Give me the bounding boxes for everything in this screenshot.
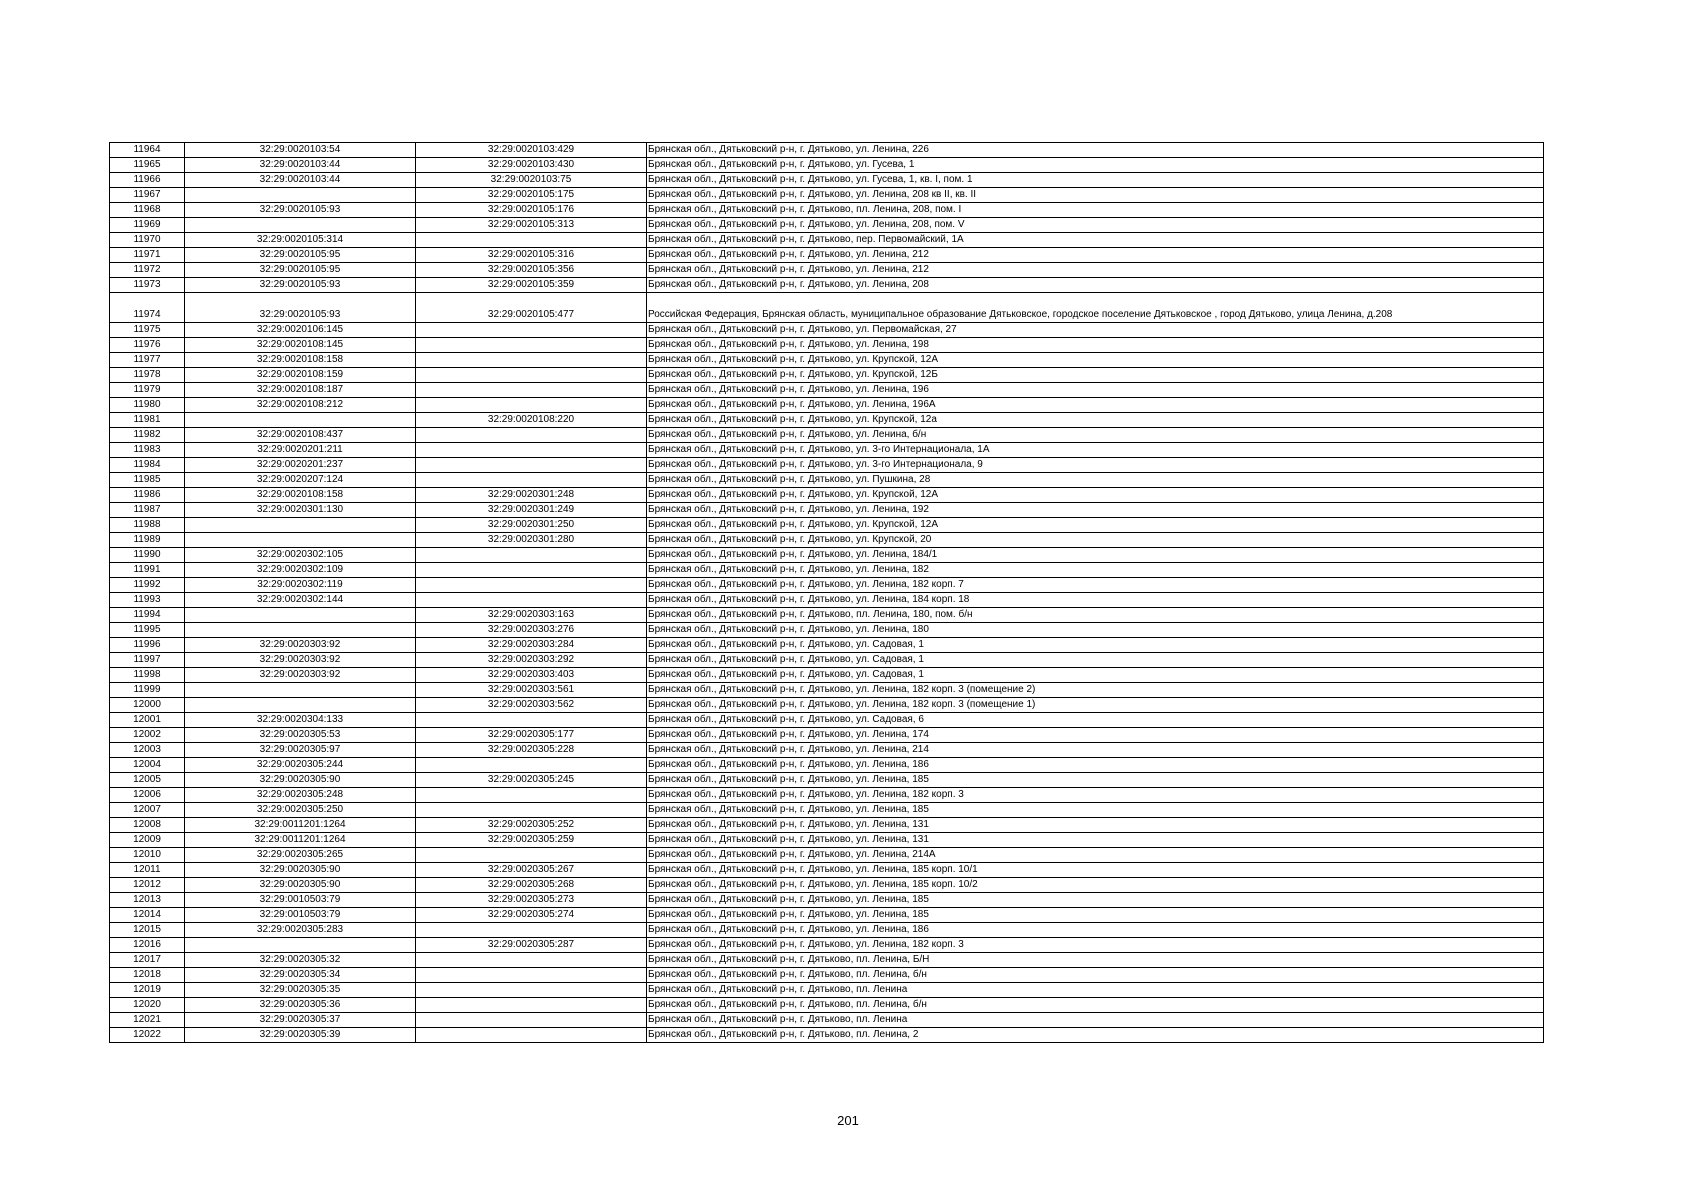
address-cell: Брянская обл., Дятьковский р-н, г. Дятьково, ул. Ленина, 208 <box>647 278 1544 293</box>
row-number-cell: 12012 <box>110 878 185 893</box>
object-cadastral-number-cell: 32:29:0020301:280 <box>416 533 647 548</box>
table-row <box>110 443 1544 458</box>
row-number-cell: 11973 <box>110 278 185 293</box>
table-row <box>110 338 1544 353</box>
row-number-cell: 11978 <box>110 368 185 383</box>
cadastral-number-cell <box>185 683 416 698</box>
address-cell: Брянская обл., Дятьковский р-н, г. Дятьково, ул. Ленина, 185 <box>647 803 1544 818</box>
table-row <box>110 608 1544 623</box>
cadastral-number-cell: 32:29:0020305:283 <box>185 923 416 938</box>
row-number-cell: 11964 <box>110 143 185 158</box>
row-number-cell: 12011 <box>110 863 185 878</box>
address-cell: Брянская обл., Дятьковский р-н, г. Дятьково, ул. Ленина, 186 <box>647 923 1544 938</box>
row-number-cell: 11988 <box>110 518 185 533</box>
address-cell: Брянская обл., Дятьковский р-н, г. Дятьково, ул. Ленина, 208, пом. V <box>647 218 1544 233</box>
table-row <box>110 368 1544 383</box>
object-cadastral-number-cell: 32:29:0020305:245 <box>416 773 647 788</box>
table-row <box>110 863 1544 878</box>
address-cell: Российская Федерация, Брянская область, муниципальное образование Дятьковское, городское поселение Дятьковское , город Дятьково, улица Ленина, д.208 <box>647 293 1544 323</box>
cadastral-number-cell: 32:29:0020302:119 <box>185 578 416 593</box>
object-cadastral-number-cell <box>416 578 647 593</box>
cadastral-number-cell: 32:29:0020305:265 <box>185 848 416 863</box>
address-cell: Брянская обл., Дятьковский р-н, г. Дятьково, ул. Ленина, 184 корп. 18 <box>647 593 1544 608</box>
address-cell: Брянская обл., Дятьковский р-н, г. Дятьково, ул. Ленина, 184/1 <box>647 548 1544 563</box>
address-cell: Брянская обл., Дятьковский р-н, г. Дятьково, пл. Ленина <box>647 1013 1544 1028</box>
row-number-cell: 11985 <box>110 473 185 488</box>
cadastral-number-cell: 32:29:0020302:109 <box>185 563 416 578</box>
table-row <box>110 353 1544 368</box>
address-cell: Брянская обл., Дятьковский р-н, г. Дятьково, ул. Ленина, 182 корп. 3 (помещение 1) <box>647 698 1544 713</box>
table-row <box>110 998 1544 1013</box>
address-cell: Брянская обл., Дятьковский р-н, г. Дятьково, ул. Ленина, 131 <box>647 833 1544 848</box>
cadastral-number-cell: 32:29:0020108:437 <box>185 428 416 443</box>
table-row <box>110 848 1544 863</box>
cadastral-number-cell: 32:29:0010503:79 <box>185 908 416 923</box>
object-cadastral-number-cell: 32:29:0020105:316 <box>416 248 647 263</box>
table-row <box>110 1028 1544 1043</box>
address-cell: Брянская обл., Дятьковский р-н, г. Дятьково, ул. Садовая, 1 <box>647 638 1544 653</box>
cadastral-number-cell: 32:29:0020305:39 <box>185 1028 416 1043</box>
table-row <box>110 878 1544 893</box>
cadastral-number-cell: 32:29:0020105:95 <box>185 263 416 278</box>
cadastral-number-cell: 32:29:0020304:133 <box>185 713 416 728</box>
address-cell: Брянская обл., Дятьковский р-н, г. Дятьково, ул. Ленина, 185 <box>647 893 1544 908</box>
row-number-cell: 11981 <box>110 413 185 428</box>
cadastral-number-cell: 32:29:0020303:92 <box>185 638 416 653</box>
table-row <box>110 653 1544 668</box>
cadastral-number-cell: 32:29:0020305:53 <box>185 728 416 743</box>
address-cell: Брянская обл., Дятьковский р-н, г. Дятьково, ул. Ленина, б/н <box>647 428 1544 443</box>
object-cadastral-number-cell: 32:29:0020305:287 <box>416 938 647 953</box>
address-cell: Брянская обл., Дятьковский р-н, г. Дятьково, ул. Ленина, 212 <box>647 263 1544 278</box>
row-number-cell: 11990 <box>110 548 185 563</box>
object-cadastral-number-cell: 32:29:0020301:248 <box>416 488 647 503</box>
row-number-cell: 11986 <box>110 488 185 503</box>
cadastral-number-cell: 32:29:0020106:145 <box>185 323 416 338</box>
object-cadastral-number-cell <box>416 788 647 803</box>
address-cell: Брянская обл., Дятьковский р-н, г. Дятьково, ул. Ленина, 186 <box>647 758 1544 773</box>
address-cell: Брянская обл., Дятьковский р-н, г. Дятьково, ул. Садовая, 6 <box>647 713 1544 728</box>
row-number-cell: 11971 <box>110 248 185 263</box>
table-row <box>110 233 1544 248</box>
object-cadastral-number-cell: 32:29:0020303:276 <box>416 623 647 638</box>
cadastral-number-cell: 32:29:0020105:93 <box>185 203 416 218</box>
row-number-cell: 11991 <box>110 563 185 578</box>
table-row <box>110 143 1544 158</box>
table-row <box>110 503 1544 518</box>
table-row <box>110 923 1544 938</box>
cadastral-number-cell: 32:29:0020105:314 <box>185 233 416 248</box>
row-number-cell: 11996 <box>110 638 185 653</box>
address-cell: Брянская обл., Дятьковский р-н, г. Дятьково, ул. Ленина, 131 <box>647 818 1544 833</box>
row-number-cell: 12013 <box>110 893 185 908</box>
row-number-cell: 12010 <box>110 848 185 863</box>
address-cell: Брянская обл., Дятьковский р-н, г. Дятьково, ул. Крупской, 20 <box>647 533 1544 548</box>
cadastral-number-cell: 32:29:0020108:158 <box>185 488 416 503</box>
object-cadastral-number-cell: 32:29:0020303:562 <box>416 698 647 713</box>
address-cell: Брянская обл., Дятьковский р-н, г. Дятьково, ул. Крупской, 12А <box>647 488 1544 503</box>
row-number-cell: 12000 <box>110 698 185 713</box>
address-cell: Брянская обл., Дятьковский р-н, г. Дятьково, пл. Ленина, 180, пом. б/н <box>647 608 1544 623</box>
table-row <box>110 593 1544 608</box>
table-row <box>110 1013 1544 1028</box>
table-row <box>110 698 1544 713</box>
object-cadastral-number-cell: 32:29:0020305:228 <box>416 743 647 758</box>
row-number-cell: 12020 <box>110 998 185 1013</box>
cadastral-number-cell: 32:29:0020301:130 <box>185 503 416 518</box>
cadastral-number-cell: 32:29:0020108:158 <box>185 353 416 368</box>
object-cadastral-number-cell <box>416 473 647 488</box>
cadastral-number-cell: 32:29:0020305:90 <box>185 863 416 878</box>
address-cell: Брянская обл., Дятьковский р-н, г. Дятьково, пл. Ленина, 208, пом. I <box>647 203 1544 218</box>
page-number: 201 <box>837 1113 859 1128</box>
row-number-cell: 11980 <box>110 398 185 413</box>
object-cadastral-number-cell: 32:29:0020303:561 <box>416 683 647 698</box>
object-cadastral-number-cell: 32:29:0020105:175 <box>416 188 647 203</box>
row-number-cell: 12017 <box>110 953 185 968</box>
row-number-cell: 11984 <box>110 458 185 473</box>
address-cell: Брянская обл., Дятьковский р-н, г. Дятьково, ул. Ленина, 196А <box>647 398 1544 413</box>
object-cadastral-number-cell: 32:29:0020103:429 <box>416 143 647 158</box>
table-row <box>110 683 1544 698</box>
object-cadastral-number-cell <box>416 1028 647 1043</box>
table-row <box>110 623 1544 638</box>
row-number-cell: 11976 <box>110 338 185 353</box>
row-number-cell: 12007 <box>110 803 185 818</box>
address-cell: Брянская обл., Дятьковский р-н, г. Дятьково, пер. Первомайский, 1А <box>647 233 1544 248</box>
address-cell: Брянская обл., Дятьковский р-н, г. Дятьково, пл. Ленина, 2 <box>647 1028 1544 1043</box>
address-cell: Брянская обл., Дятьковский р-н, г. Дятьково, пл. Ленина <box>647 983 1544 998</box>
table-row <box>110 188 1544 203</box>
cadastral-number-cell: 32:29:0020305:90 <box>185 878 416 893</box>
object-cadastral-number-cell <box>416 923 647 938</box>
row-number-cell: 11970 <box>110 233 185 248</box>
object-cadastral-number-cell <box>416 398 647 413</box>
cadastral-number-cell: 32:29:0020305:37 <box>185 1013 416 1028</box>
cadastral-number-cell: 32:29:0020108:145 <box>185 338 416 353</box>
table-row <box>110 488 1544 503</box>
object-cadastral-number-cell: 32:29:0020301:250 <box>416 518 647 533</box>
table-row <box>110 743 1544 758</box>
cadastral-number-cell: 32:29:0020305:250 <box>185 803 416 818</box>
address-cell: Брянская обл., Дятьковский р-н, г. Дятьково, ул. Ленина, 198 <box>647 338 1544 353</box>
address-cell: Брянская обл., Дятьковский р-н, г. Дятьково, ул. Ленина, 185 <box>647 773 1544 788</box>
cadastral-number-cell: 32:29:0020305:90 <box>185 773 416 788</box>
cadastral-number-cell <box>185 533 416 548</box>
object-cadastral-number-cell <box>416 233 647 248</box>
row-number-cell: 12019 <box>110 983 185 998</box>
object-cadastral-number-cell: 32:29:0020105:359 <box>416 278 647 293</box>
cadastral-number-cell: 32:29:0020305:32 <box>185 953 416 968</box>
cadastral-number-cell: 32:29:0011201:1264 <box>185 833 416 848</box>
address-cell: Брянская обл., Дятьковский р-н, г. Дятьково, ул. Ленина, 182 корп. 3 <box>647 788 1544 803</box>
object-cadastral-number-cell: 32:29:0020108:220 <box>416 413 647 428</box>
row-number-cell: 11989 <box>110 533 185 548</box>
table-row <box>110 788 1544 803</box>
table-row <box>110 818 1544 833</box>
cadastral-number-cell: 32:29:0020305:248 <box>185 788 416 803</box>
object-cadastral-number-cell <box>416 338 647 353</box>
table-row <box>110 908 1544 923</box>
table-row <box>110 293 1544 323</box>
address-cell: Брянская обл., Дятьковский р-н, г. Дятьково, ул. 3-го Интернационала, 1А <box>647 443 1544 458</box>
object-cadastral-number-cell: 32:29:0020103:75 <box>416 173 647 188</box>
object-cadastral-number-cell: 32:29:0020303:284 <box>416 638 647 653</box>
object-cadastral-number-cell: 32:29:0020303:163 <box>416 608 647 623</box>
address-cell: Брянская обл., Дятьковский р-н, г. Дятьково, ул. Ленина, 174 <box>647 728 1544 743</box>
table-row <box>110 758 1544 773</box>
object-cadastral-number-cell <box>416 803 647 818</box>
row-number-cell: 11987 <box>110 503 185 518</box>
table-row <box>110 158 1544 173</box>
table-row <box>110 263 1544 278</box>
address-cell: Брянская обл., Дятьковский р-н, г. Дятьково, пл. Ленина, б/н <box>647 998 1544 1013</box>
object-cadastral-number-cell: 32:29:0020105:356 <box>416 263 647 278</box>
table-row <box>110 983 1544 998</box>
row-number-cell: 11997 <box>110 653 185 668</box>
table-row <box>110 803 1544 818</box>
address-cell: Брянская обл., Дятьковский р-н, г. Дятьково, ул. Ленина, 182 корп. 7 <box>647 578 1544 593</box>
object-cadastral-number-cell <box>416 998 647 1013</box>
cadastral-number-cell: 32:29:0020105:93 <box>185 293 416 323</box>
table-row <box>110 728 1544 743</box>
object-cadastral-number-cell <box>416 383 647 398</box>
object-cadastral-number-cell <box>416 953 647 968</box>
table-row <box>110 953 1544 968</box>
table-row <box>110 893 1544 908</box>
address-cell: Брянская обл., Дятьковский р-н, г. Дятьково, пл. Ленина, Б/Н <box>647 953 1544 968</box>
cadastral-number-cell <box>185 413 416 428</box>
cadastral-number-cell <box>185 218 416 233</box>
address-cell: Брянская обл., Дятьковский р-н, г. Дятьково, ул. Ленина, 208 кв II, кв. II <box>647 188 1544 203</box>
cadastral-number-cell <box>185 938 416 953</box>
address-cell: Брянская обл., Дятьковский р-н, г. Дятьково, ул. Ленина, 212 <box>647 248 1544 263</box>
table-row <box>110 773 1544 788</box>
table-row <box>110 533 1544 548</box>
cadastral-number-cell: 32:29:0020108:212 <box>185 398 416 413</box>
table-row <box>110 278 1544 293</box>
table-row <box>110 218 1544 233</box>
object-cadastral-number-cell: 32:29:0020305:177 <box>416 728 647 743</box>
table-row <box>110 473 1544 488</box>
object-cadastral-number-cell <box>416 548 647 563</box>
object-cadastral-number-cell <box>416 428 647 443</box>
address-cell: Брянская обл., Дятьковский р-н, г. Дятьково, ул. Ленина, 226 <box>647 143 1544 158</box>
cadastral-number-cell: 32:29:0020305:244 <box>185 758 416 773</box>
address-cell: Брянская обл., Дятьковский р-н, г. Дятьково, ул. Крупской, 12А <box>647 353 1544 368</box>
row-number-cell: 11994 <box>110 608 185 623</box>
cadastral-number-cell: 32:29:0020302:105 <box>185 548 416 563</box>
table-row <box>110 518 1544 533</box>
cadastral-number-cell: 32:29:0020305:36 <box>185 998 416 1013</box>
table-body <box>110 143 1544 1043</box>
table-row <box>110 713 1544 728</box>
table-row <box>110 173 1544 188</box>
cadastral-number-cell: 32:29:0020201:237 <box>185 458 416 473</box>
row-number-cell: 12004 <box>110 758 185 773</box>
table-row <box>110 833 1544 848</box>
row-number-cell: 11974 <box>110 293 185 323</box>
cadastral-number-cell: 32:29:0020108:159 <box>185 368 416 383</box>
table-row <box>110 578 1544 593</box>
cadastral-number-cell: 32:29:0010503:79 <box>185 893 416 908</box>
row-number-cell: 12015 <box>110 923 185 938</box>
row-number-cell: 11992 <box>110 578 185 593</box>
row-number-cell: 11995 <box>110 623 185 638</box>
cadastral-number-cell: 32:29:0020303:92 <box>185 668 416 683</box>
row-number-cell: 11967 <box>110 188 185 203</box>
address-cell: Брянская обл., Дятьковский р-н, г. Дятьково, ул. Ленина, 185 корп. 10/2 <box>647 878 1544 893</box>
cadastral-number-cell: 32:29:0020303:92 <box>185 653 416 668</box>
table-row <box>110 203 1544 218</box>
table-row <box>110 668 1544 683</box>
cadastral-number-cell <box>185 188 416 203</box>
row-number-cell: 11982 <box>110 428 185 443</box>
object-cadastral-number-cell: 32:29:0020303:292 <box>416 653 647 668</box>
cadastral-number-cell: 32:29:0020103:44 <box>185 173 416 188</box>
object-cadastral-number-cell: 32:29:0020305:268 <box>416 878 647 893</box>
object-cadastral-number-cell <box>416 323 647 338</box>
table-row <box>110 968 1544 983</box>
object-cadastral-number-cell: 32:29:0020301:249 <box>416 503 647 518</box>
object-cadastral-number-cell <box>416 368 647 383</box>
cadastral-number-cell <box>185 608 416 623</box>
address-cell: Брянская обл., Дятьковский р-н, г. Дятьково, ул. Ленина, 182 <box>647 563 1544 578</box>
address-cell: Брянская обл., Дятьковский р-н, г. Дятьково, ул. Ленина, 182 корп. 3 (помещение 2) <box>647 683 1544 698</box>
object-cadastral-number-cell: 32:29:0020105:477 <box>416 293 647 323</box>
row-number-cell: 12002 <box>110 728 185 743</box>
object-cadastral-number-cell <box>416 563 647 578</box>
object-cadastral-number-cell <box>416 458 647 473</box>
table-row <box>110 638 1544 653</box>
row-number-cell: 12006 <box>110 788 185 803</box>
row-number-cell: 12021 <box>110 1013 185 1028</box>
row-number-cell: 11979 <box>110 383 185 398</box>
address-cell: Брянская обл., Дятьковский р-н, г. Дятьково, ул. Ленина, 180 <box>647 623 1544 638</box>
row-number-cell: 12001 <box>110 713 185 728</box>
object-cadastral-number-cell <box>416 968 647 983</box>
cadastral-number-cell: 32:29:0020105:93 <box>185 278 416 293</box>
table-row <box>110 413 1544 428</box>
registry-table <box>109 142 1544 1043</box>
address-cell: Брянская обл., Дятьковский р-н, г. Дятьково, ул. Ленина, 196 <box>647 383 1544 398</box>
row-number-cell: 12009 <box>110 833 185 848</box>
table-row <box>110 548 1544 563</box>
row-number-cell: 12003 <box>110 743 185 758</box>
row-number-cell: 11965 <box>110 158 185 173</box>
table-row <box>110 248 1544 263</box>
address-cell: Брянская обл., Дятьковский р-н, г. Дятьково, ул. Гусева, 1, кв. I, пом. 1 <box>647 173 1544 188</box>
cadastral-number-cell: 32:29:0020305:35 <box>185 983 416 998</box>
cadastral-number-cell: 32:29:0020302:144 <box>185 593 416 608</box>
cadastral-number-cell: 32:29:0011201:1264 <box>185 818 416 833</box>
address-cell: Брянская обл., Дятьковский р-н, г. Дятьково, ул. Крупской, 12Б <box>647 368 1544 383</box>
row-number-cell: 11998 <box>110 668 185 683</box>
object-cadastral-number-cell: 32:29:0020303:403 <box>416 668 647 683</box>
object-cadastral-number-cell: 32:29:0020305:259 <box>416 833 647 848</box>
cadastral-number-cell: 32:29:0020103:54 <box>185 143 416 158</box>
row-number-cell: 11993 <box>110 593 185 608</box>
table-row <box>110 323 1544 338</box>
object-cadastral-number-cell <box>416 353 647 368</box>
object-cadastral-number-cell <box>416 593 647 608</box>
object-cadastral-number-cell <box>416 983 647 998</box>
object-cadastral-number-cell <box>416 443 647 458</box>
row-number-cell: 12005 <box>110 773 185 788</box>
cadastral-number-cell: 32:29:0020305:97 <box>185 743 416 758</box>
object-cadastral-number-cell <box>416 758 647 773</box>
address-cell: Брянская обл., Дятьковский р-н, г. Дятьково, ул. Крупской, 12А <box>647 518 1544 533</box>
cadastral-number-cell <box>185 623 416 638</box>
table-row <box>110 938 1544 953</box>
row-number-cell: 12022 <box>110 1028 185 1043</box>
object-cadastral-number-cell: 32:29:0020105:313 <box>416 218 647 233</box>
table-row <box>110 458 1544 473</box>
address-cell: Брянская обл., Дятьковский р-н, г. Дятьково, ул. Крупской, 12а <box>647 413 1544 428</box>
object-cadastral-number-cell <box>416 1013 647 1028</box>
cadastral-number-cell <box>185 698 416 713</box>
cadastral-number-cell: 32:29:0020305:34 <box>185 968 416 983</box>
address-cell: Брянская обл., Дятьковский р-н, г. Дятьково, ул. Гусева, 1 <box>647 158 1544 173</box>
object-cadastral-number-cell: 32:29:0020305:267 <box>416 863 647 878</box>
object-cadastral-number-cell <box>416 713 647 728</box>
cadastral-number-cell: 32:29:0020105:95 <box>185 248 416 263</box>
row-number-cell: 11999 <box>110 683 185 698</box>
row-number-cell: 11983 <box>110 443 185 458</box>
address-cell: Брянская обл., Дятьковский р-н, г. Дятьково, ул. Садовая, 1 <box>647 668 1544 683</box>
table-row <box>110 383 1544 398</box>
row-number-cell: 11975 <box>110 323 185 338</box>
address-cell: Брянская обл., Дятьковский р-н, г. Дятьково, ул. 3-го Интернационала, 9 <box>647 458 1544 473</box>
row-number-cell: 11972 <box>110 263 185 278</box>
object-cadastral-number-cell: 32:29:0020305:274 <box>416 908 647 923</box>
row-number-cell: 12016 <box>110 938 185 953</box>
row-number-cell: 11977 <box>110 353 185 368</box>
address-cell: Брянская обл., Дятьковский р-н, г. Дятьково, ул. Ленина, 214А <box>647 848 1544 863</box>
address-cell: Брянская обл., Дятьковский р-н, г. Дятьково, ул. Ленина, 185 корп. 10/1 <box>647 863 1544 878</box>
cadastral-number-cell: 32:29:0020103:44 <box>185 158 416 173</box>
table-row <box>110 398 1544 413</box>
table-row <box>110 563 1544 578</box>
cadastral-number-cell <box>185 518 416 533</box>
table-row <box>110 428 1544 443</box>
address-cell: Брянская обл., Дятьковский р-н, г. Дятьково, ул. Ленина, 192 <box>647 503 1544 518</box>
row-number-cell: 11968 <box>110 203 185 218</box>
address-cell: Брянская обл., Дятьковский р-н, г. Дятьково, ул. Первомайская, 27 <box>647 323 1544 338</box>
row-number-cell: 12008 <box>110 818 185 833</box>
address-cell: Брянская обл., Дятьковский р-н, г. Дятьково, ул. Ленина, 185 <box>647 908 1544 923</box>
cadastral-number-cell: 32:29:0020201:211 <box>185 443 416 458</box>
row-number-cell: 12014 <box>110 908 185 923</box>
row-number-cell: 12018 <box>110 968 185 983</box>
object-cadastral-number-cell: 32:29:0020305:273 <box>416 893 647 908</box>
cadastral-number-cell: 32:29:0020207:124 <box>185 473 416 488</box>
address-cell: Брянская обл., Дятьковский р-н, г. Дятьково, ул. Ленина, 214 <box>647 743 1544 758</box>
object-cadastral-number-cell: 32:29:0020105:176 <box>416 203 647 218</box>
address-cell: Брянская обл., Дятьковский р-н, г. Дятьково, ул. Ленина, 182 корп. 3 <box>647 938 1544 953</box>
row-number-cell: 11969 <box>110 218 185 233</box>
object-cadastral-number-cell: 32:29:0020103:430 <box>416 158 647 173</box>
object-cadastral-number-cell: 32:29:0020305:252 <box>416 818 647 833</box>
address-cell: Брянская обл., Дятьковский р-н, г. Дятьково, пл. Ленина, б/н <box>647 968 1544 983</box>
object-cadastral-number-cell <box>416 848 647 863</box>
row-number-cell: 11966 <box>110 173 185 188</box>
address-cell: Брянская обл., Дятьковский р-н, г. Дятьково, ул. Садовая, 1 <box>647 653 1544 668</box>
address-cell: Брянская обл., Дятьковский р-н, г. Дятьково, ул. Пушкина, 28 <box>647 473 1544 488</box>
cadastral-number-cell: 32:29:0020108:187 <box>185 383 416 398</box>
